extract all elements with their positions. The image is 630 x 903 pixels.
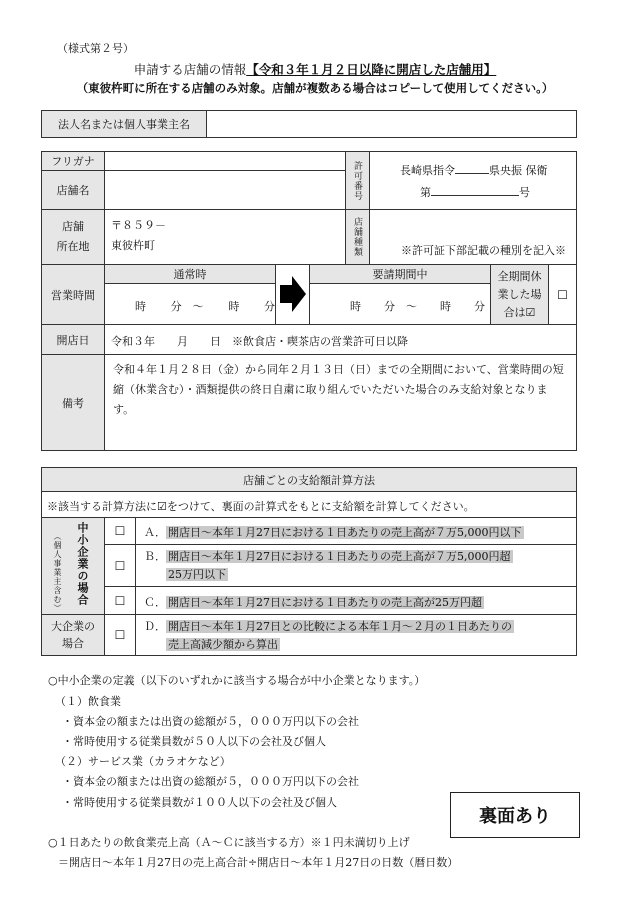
form-number: （様式第２号） (57, 42, 134, 55)
option-b (135, 544, 577, 587)
title-main: 申請する店舗の情報 (133, 62, 247, 77)
store-name-field[interactable] (104, 170, 346, 210)
service-condition-1: ・資本金の額または出資の総額が５，０００万円以下の会社 (62, 775, 359, 788)
normal-ji-1: 時 (135, 300, 146, 313)
period-fun-2: 分 (474, 300, 485, 313)
permit-number-label (345, 151, 370, 210)
option-d (135, 614, 577, 656)
calc-header: 店舗ごとの支給額計算方法 (41, 467, 577, 492)
option-c (135, 586, 577, 615)
permit-line-2 (420, 184, 530, 200)
right-arrow-icon (276, 265, 309, 324)
daily-sales-formula: ＝開店日～本年１月27日の売上高合計÷開店日～本年１月27日の日数（暦日数） (58, 856, 459, 869)
period-tilde: ～ (406, 300, 417, 313)
open-date-label: 開店日 (41, 324, 105, 355)
normal-hours-row (135, 298, 275, 314)
permit-line-1 (400, 162, 548, 178)
period-ji-2: 時 (440, 300, 451, 313)
calc-instruction: ※該当する計算方法に☑をつけて、裏面の計算式をもとに支給額を計算してください。 (41, 491, 577, 518)
food-condition-1: ・資本金の額または出資の総額が５，０００万円以下の会社 (62, 715, 359, 728)
food-condition-2: ・常時使用する従業員数が５０人以下の会社及び個人 (62, 735, 326, 748)
period-hours-row (350, 298, 485, 314)
sme-sub-label: （個人事業主含む） (53, 532, 62, 613)
remarks-label: 備考 (41, 354, 105, 451)
town-name: 東彼杵町 (111, 239, 155, 252)
arrow-cell (275, 264, 310, 325)
normal-tilde: ～ (192, 300, 204, 313)
postal-code: 〒８５９－ (111, 219, 166, 232)
service-condition-2: ・常時使用する従業員数が１００人以下の会社及び個人 (62, 796, 337, 809)
permit-dai: 第 (420, 186, 431, 199)
applicant-label: 法人名または個人事業主名 (41, 110, 207, 138)
option-d-text-2: 売上高減少額から算出 (168, 638, 278, 651)
option-b-text: 開店日～本年１月27日における１日あたりの売上高が７万5,000円超 (168, 550, 511, 563)
open-date-note: ※飲食店・喫茶店の営業許可日以降 (232, 335, 408, 348)
closed-label (490, 264, 549, 325)
service-heading: （２）サービス業（カラオケなど） (55, 755, 231, 768)
remarks-text: 令和４年１月２８日（金）から同年２月１３日（日）までの全期間において、営業時間の短縮（休業含む）・酒類提供の終日自粛に取り組んでいただいた場合のみ支給対象となります。 (104, 354, 577, 451)
normal-fun-1: 分 (170, 300, 182, 313)
large-label-1: 大企業の (51, 620, 95, 633)
permit-prefecture: 長崎県指令 (400, 164, 455, 177)
option-a-letter: Ａ． (144, 526, 166, 539)
open-date-field[interactable] (104, 324, 577, 355)
store-name-label: 店舗名 (41, 170, 105, 210)
large-label-2: 場合 (62, 637, 84, 650)
sme-label-cell (41, 517, 105, 615)
period-fun-1: 分 (384, 300, 395, 313)
option-b-checkbox[interactable]: ☐ (104, 544, 136, 587)
back-side-box: 裏面あり (450, 792, 580, 838)
address-label (41, 209, 105, 265)
option-c-text: 開店日～本年１月27日における１日あたりの売上高が25万円超 (168, 596, 482, 609)
open-date-value: 令和３年 月 日 (111, 335, 221, 348)
sme-label: 中小企業の場合 (76, 522, 89, 606)
store-type-note: ※許可証下部記載の種別を記入※ (401, 244, 566, 257)
normal-ji-2: 時 (228, 300, 240, 313)
normal-fun-2: 分 (263, 300, 275, 313)
option-c-letter: Ｃ． (144, 596, 166, 609)
closed-checkbox[interactable]: ☐ (548, 264, 577, 325)
normal-hours-label: 通常時 (104, 264, 276, 284)
option-d-letter: Ｄ． (144, 620, 166, 633)
period-ji-1: 時 (350, 300, 361, 313)
address-label-1: 店舗 (62, 220, 84, 233)
closed-label-3: 合は☑ (503, 305, 536, 319)
hours-label: 営業時間 (41, 264, 105, 325)
title-bracket: 【令和３年１月２日以降に開店した店舗用】 (246, 62, 497, 77)
period-hours-label: 要請期間中 (309, 264, 491, 284)
option-d-checkbox[interactable]: ☐ (104, 614, 136, 656)
permit-go: 号 (519, 186, 530, 199)
page-subtitle: （東彼杵町に所在する店舗のみ対象。店舗が複数ある場合はコピーして使用してください。） (76, 81, 554, 95)
option-a-text: 開店日～本年１月27日における１日あたりの売上高が７万5,000円以下 (168, 526, 522, 539)
closed-label-2: 業した場 (497, 287, 542, 301)
option-a (135, 517, 577, 545)
permit-number-label-text: 許可番号 (352, 160, 362, 201)
option-b-letter: Ｂ． (144, 550, 166, 563)
option-a-checkbox[interactable]: ☐ (104, 517, 136, 545)
store-type-field[interactable] (369, 209, 577, 265)
daily-sales-heading: ○１日あたりの飲食業売上高（Ａ～Ｃに該当する方）※１円未満切り上げ (48, 836, 410, 849)
option-b-text-2: 25万円以下 (168, 568, 226, 581)
address-label-2: 所在地 (56, 240, 90, 253)
period-hours-field[interactable] (309, 283, 491, 325)
food-heading: （１）飲食業 (55, 695, 121, 708)
sme-definition: ○中小企業の定義（以下のいずれかに該当する場合が中小企業となります。） (48, 674, 426, 687)
large-company-label (41, 614, 105, 656)
permit-office: 県央振 保衛 (489, 164, 548, 177)
permit-number-field[interactable] (369, 151, 577, 210)
store-type-label-text: 店舗種類 (352, 217, 362, 257)
address-field[interactable] (104, 209, 346, 265)
normal-hours-field[interactable] (104, 283, 276, 325)
furigana-field[interactable] (104, 151, 346, 171)
page-title (0, 60, 630, 78)
furigana-label: フリガナ (41, 151, 105, 171)
closed-label-1: 全期間休 (497, 269, 542, 283)
option-d-text: 開店日～本年１月27日との比較による本年１月～２月の１日あたりの (168, 620, 512, 633)
option-c-checkbox[interactable]: ☐ (104, 586, 136, 615)
applicant-field[interactable] (206, 110, 577, 138)
store-type-label (345, 209, 370, 265)
